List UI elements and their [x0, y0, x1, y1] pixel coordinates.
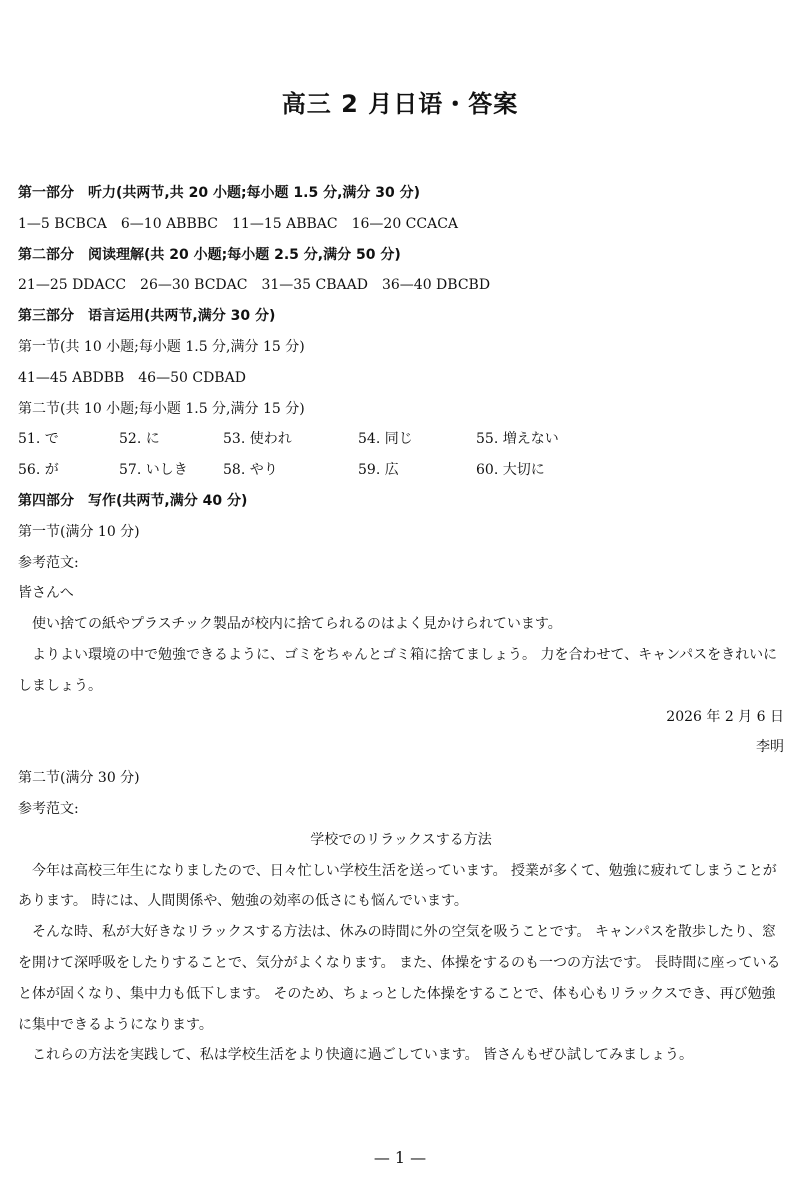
answer-content	[18, 178, 784, 1071]
part3-heading: 第三部分 语言运用(共两节,满分 30 分)	[18, 308, 276, 325]
reference-label-2: 参考范文:	[18, 800, 79, 817]
answer-60: 60. 大切に	[476, 462, 545, 479]
letter-paragraph-1: 使い捨ての紙やプラスチック製品が校内に捨てられるのはよく見かけられています。	[32, 616, 562, 633]
answer-row-56-60	[18, 455, 784, 486]
part3-section1-answers: 41—45 ABDBB 46—50 CDBAD	[18, 369, 246, 386]
page-number: — 1 —	[373, 1148, 427, 1167]
answer-53: 53. 使われ	[223, 431, 292, 448]
answer-58: 58. やり	[223, 462, 278, 479]
answer-57: 57. いしき	[119, 462, 188, 479]
essay-paragraph-1: 今年は高校三年生になりましたので、日々忙しい学校生活を送っています。 授業が多くて、勉強に疲れてしまうことがあります。 時には、人間関係や、勉強の効率の低さにも悩んでいます。	[18, 862, 777, 910]
reference-label-1: 参考范文:	[18, 554, 79, 571]
letter-signature: 李明	[756, 739, 784, 756]
page-title: 高三 2 月日语・答案	[281, 90, 519, 118]
answer-59: 59. 広	[358, 462, 399, 479]
answer-row-51-55	[18, 424, 784, 455]
answer-52: 52. に	[119, 431, 160, 448]
part3-section1-heading: 第一节(共 10 小题;每小题 1.5 分,满分 15 分)	[18, 338, 305, 355]
part2-answers: 21—25 DDACC 26—30 BCDAC 31—35 CBAAD 36—40 DBCBD	[18, 277, 491, 294]
part4-heading: 第四部分 写作(共两节,满分 40 分)	[18, 492, 248, 509]
essay-title: 学校でのリラックスする方法	[310, 831, 492, 848]
letter-greeting: 皆さんへ	[18, 585, 74, 602]
answer-55: 55. 増えない	[476, 431, 559, 448]
part3-section2-heading: 第二节(共 10 小题;每小题 1.5 分,满分 15 分)	[18, 400, 305, 417]
answer-54: 54. 同じ	[358, 431, 413, 448]
answer-56: 56. が	[18, 462, 59, 479]
part4-section2-heading: 第二节(满分 30 分)	[18, 770, 140, 787]
part4-section1-heading: 第一节(满分 10 分)	[18, 523, 140, 540]
letter-date: 2026 年 2 月 6 日	[666, 708, 784, 725]
essay-paragraph-2: そんな時、私が大好きなリラックスする方法は、休みの時間に外の空気を吸うことです。 キャンパスを散歩したり、窓を開けて深呼吸をしたりすることで、気分がよくなります。 また、体操をするのも一つの方法です。 長時間に座っていると体が固くなり、集中力も低下します。 そのため、ちょっとした体操をすることで、体も心もリラックスでき、再び勉強に集中できるようになります。	[18, 924, 781, 1033]
part1-heading: 第一部分 听力(共两节,共 20 小题;每小题 1.5 分,满分 30 分)	[18, 185, 421, 201]
answer-51: 51. で	[18, 431, 59, 448]
essay-paragraph-3: これらの方法を実践して、私は学校生活をより快適に過ごしています。 皆さんもぜひ試してみましょう。	[32, 1047, 694, 1064]
letter-paragraph-2: よりよい環境の中で勉強できるように、ゴミをちゃんとゴミ箱に捨てましょう。 力を合わせて、キャンパスをきれいにしましょう。	[18, 646, 778, 694]
part2-heading: 第二部分 阅读理解(共 20 小题;每小题 2.5 分,满分 50 分)	[18, 246, 401, 263]
part1-answers: 1—5 BCBCA 6—10 ABBBC 11—15 ABBAC 16—20 CCACA	[18, 215, 459, 232]
